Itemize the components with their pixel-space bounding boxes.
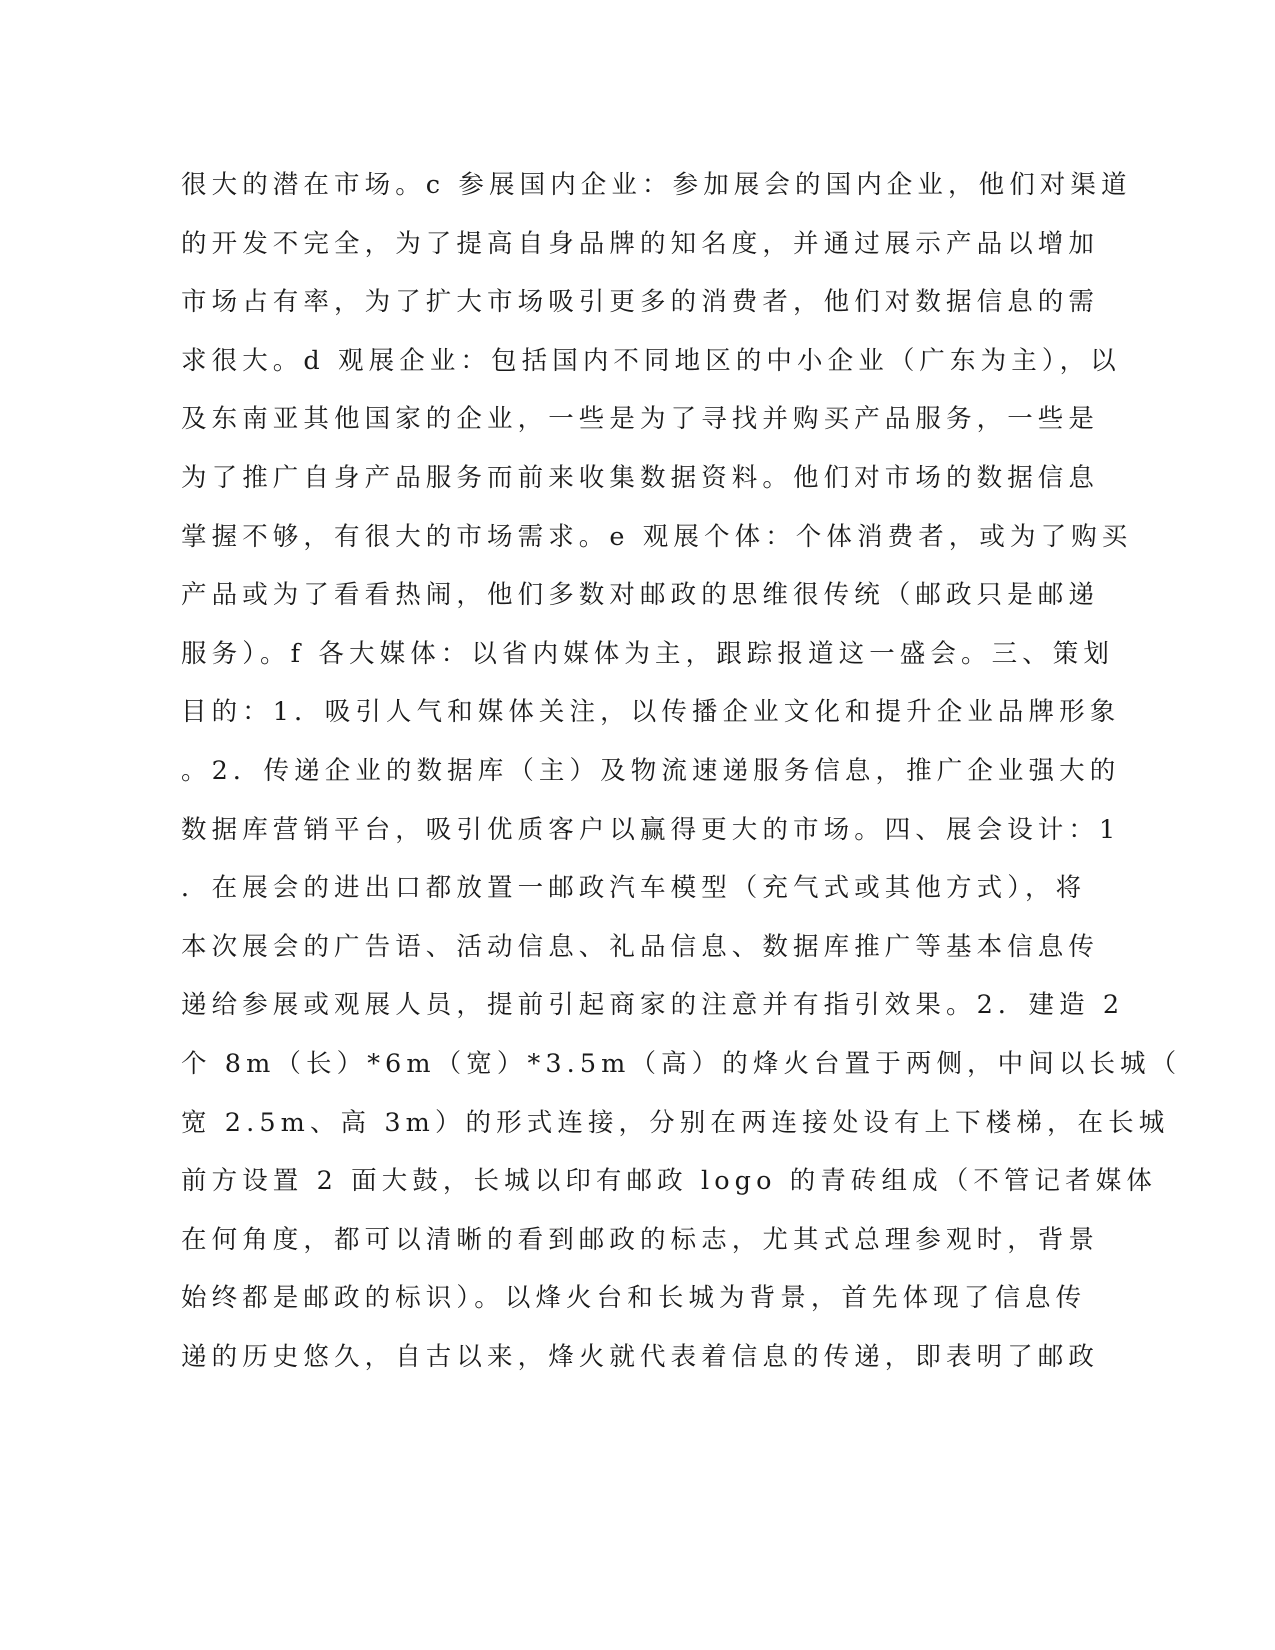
text-line: 及东南亚其他国家的企业，一些是为了寻找并购买产品服务，一些是 <box>181 404 1100 435</box>
text-line: 递的历史悠久，自古以来，烽火就代表着信息的传递，即表明了邮政 <box>181 1341 1100 1372</box>
text-line: 。2．传递企业的数据库（主）及物流速递服务信息，推广企业强大的 <box>181 755 1121 786</box>
text-line: ．在展会的进出口都放置一邮政汽车模型（充气式或其他方式），将 <box>181 873 1087 904</box>
text-line: 求很大。d 观展企业：包括国内不同地区的中小企业（广东为主），以 <box>181 345 1121 376</box>
text-line: 服务）。f 各大媒体：以省内媒体为主，跟踪报道这一盛会。三、策划 <box>181 638 1114 669</box>
body-text <box>181 156 1182 1386</box>
text-line: 的开发不完全，为了提高自身品牌的知名度，并通过展示产品以增加 <box>181 228 1100 259</box>
text-line: 很大的潜在市场。c 参展国内企业：参加展会的国内企业，他们对渠道 <box>181 170 1132 200</box>
text-line: 本次展会的广告语、活动信息、礼品信息、数据库推广等基本信息传 <box>181 931 1100 962</box>
text-line: 前方设置 2 面大鼓，长城以印有邮政 logo 的青砖组成（不管记者媒体 <box>181 1166 1157 1197</box>
text-line: 目的：1．吸引人气和媒体关注，以传播企业文化和提升企业品牌形象 <box>181 697 1121 728</box>
text-line: 为了推广自身产品服务而前来收集数据资料。他们对市场的数据信息 <box>181 462 1100 493</box>
text-line: 数据库营销平台，吸引优质客户以赢得更大的市场。四、展会设计：1 <box>181 814 1121 845</box>
text-line: 个 8m（长）*6m（宽）*3.5m（高）的烽火台置于两侧，中间以长城（ <box>181 1048 1182 1079</box>
text-line: 宽 2.5m、高 3m）的形式连接，分别在两连接处设有上下楼梯，在长城 <box>181 1107 1170 1138</box>
text-line: 递给参展或观展人员，提前引起商家的注意并有指引效果。2．建造 2 <box>181 990 1125 1021</box>
text-line: 产品或为了看看热闹，他们多数对邮政的思维很传统（邮政只是邮递 <box>181 580 1100 611</box>
text-line: 始终都是邮政的标识）。以烽火台和长城为背景，首先体现了信息传 <box>181 1283 1087 1314</box>
text-line: 掌握不够，有很大的市场需求。e 观展个体：个体消费者，或为了购买 <box>181 521 1133 552</box>
text-line: 市场占有率，为了扩大市场吸引更多的消费者，他们对数据信息的需 <box>181 287 1100 318</box>
text-line: 在何角度，都可以清晰的看到邮政的标志，尤其式总理参观时，背景 <box>181 1224 1100 1255</box>
